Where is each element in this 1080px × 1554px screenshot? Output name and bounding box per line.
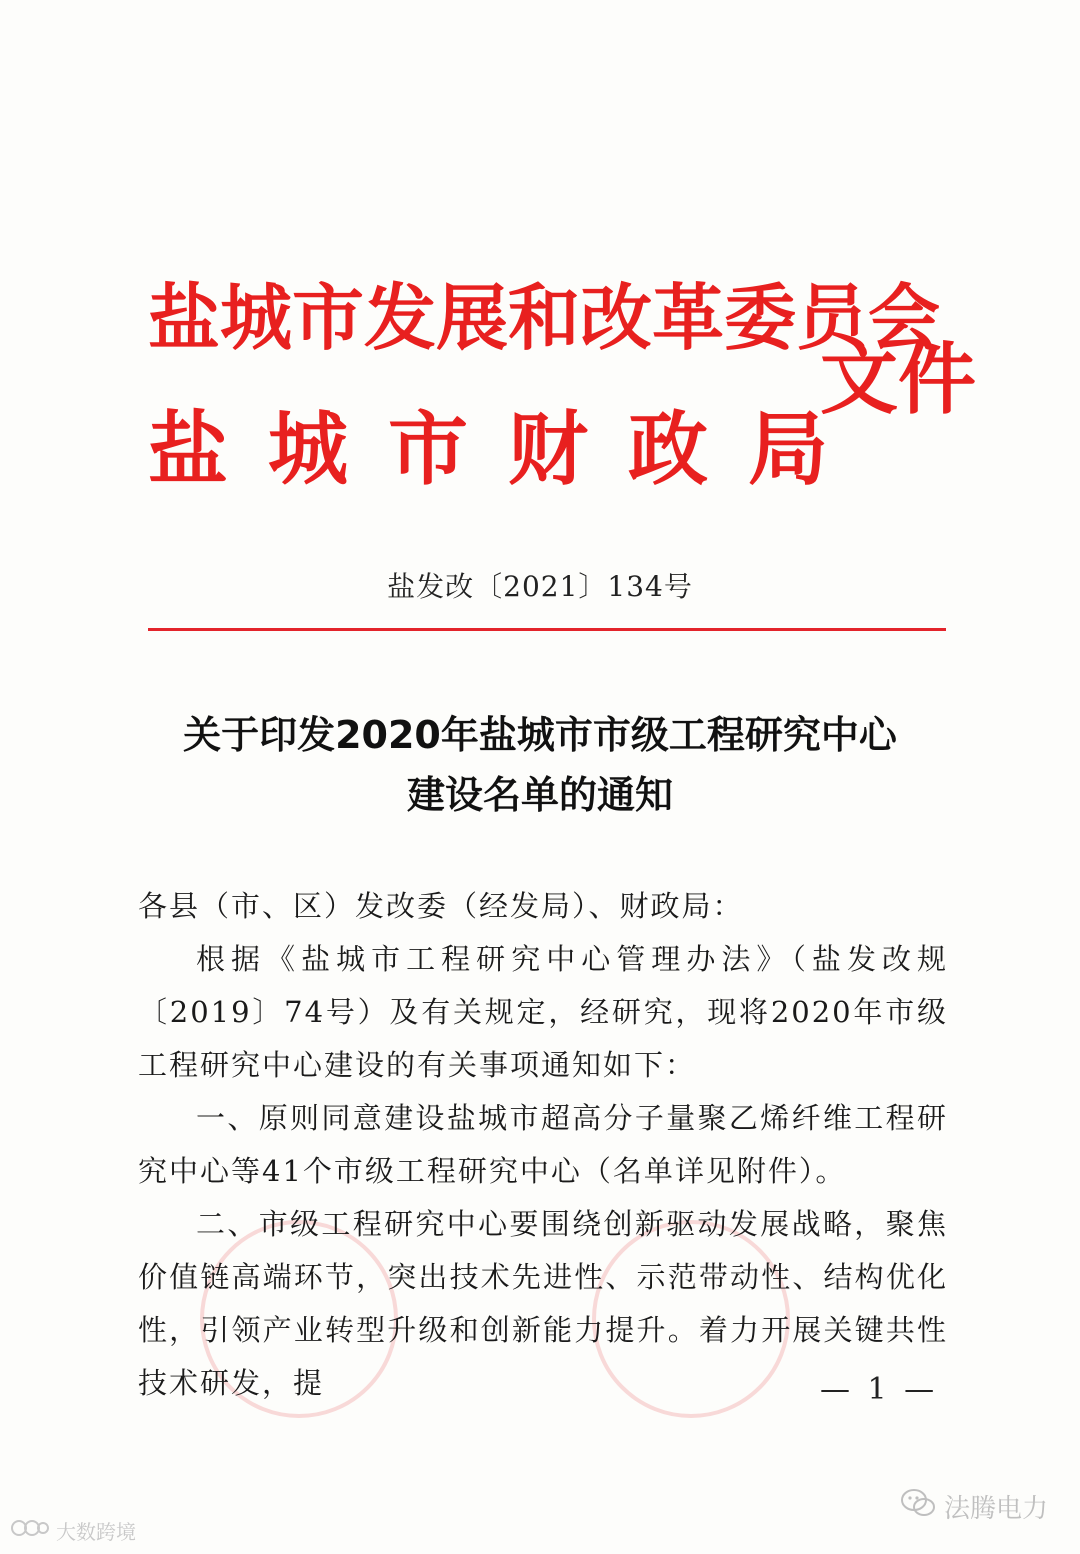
issuing-org-line-2: 盐城市财政局 bbox=[148, 403, 868, 496]
watermark-right bbox=[900, 1488, 1048, 1525]
watermark-right-text: 法腾电力 bbox=[944, 1494, 1049, 1524]
body-paragraph: 一、原则同意建设盐城市超高分子量聚乙烯纤维工程研究中心等41个市级工程研究中心（名单详见附件）。 bbox=[138, 1101, 948, 1188]
watermark-left bbox=[10, 1516, 136, 1545]
document-type-label: 文件 bbox=[820, 335, 977, 425]
title-line-2: 建设名单的通知 bbox=[406, 773, 673, 817]
title-line-1: 关于印发2020年盐城市市级工程研究中心 bbox=[183, 713, 897, 757]
red-separator-line bbox=[148, 628, 946, 631]
watermark-left-text: 大数跨境 bbox=[56, 1520, 136, 1544]
document-number: 盐发改〔2021〕134号 bbox=[387, 570, 693, 603]
body-paragraph: 根据《盐城市工程研究中心管理办法》（盐发改规〔2019〕74号）及有关规定，经研究，现将2020年市级工程研究中心建设的有关事项通知如下： bbox=[138, 942, 948, 1082]
document-title bbox=[110, 705, 970, 825]
wechat-icon bbox=[900, 1488, 936, 1525]
document-body bbox=[138, 880, 948, 1410]
page-number: — 1 — bbox=[820, 1372, 939, 1407]
brand-logo-icon bbox=[10, 1517, 50, 1544]
body-paragraph: 二、市级工程研究中心要围绕创新驱动发展战略，聚焦价值链高端环节，突出技术先进性、示范带动性、结构优化性，引领产业转型升级和创新能力提升。着力开展关键共性技术研发，提 bbox=[138, 1207, 948, 1400]
salutation: 各县（市、区）发改委（经发局）、财政局： bbox=[138, 889, 744, 923]
issuing-org-line-1: 盐城市发展和改革委员会 bbox=[148, 276, 941, 360]
